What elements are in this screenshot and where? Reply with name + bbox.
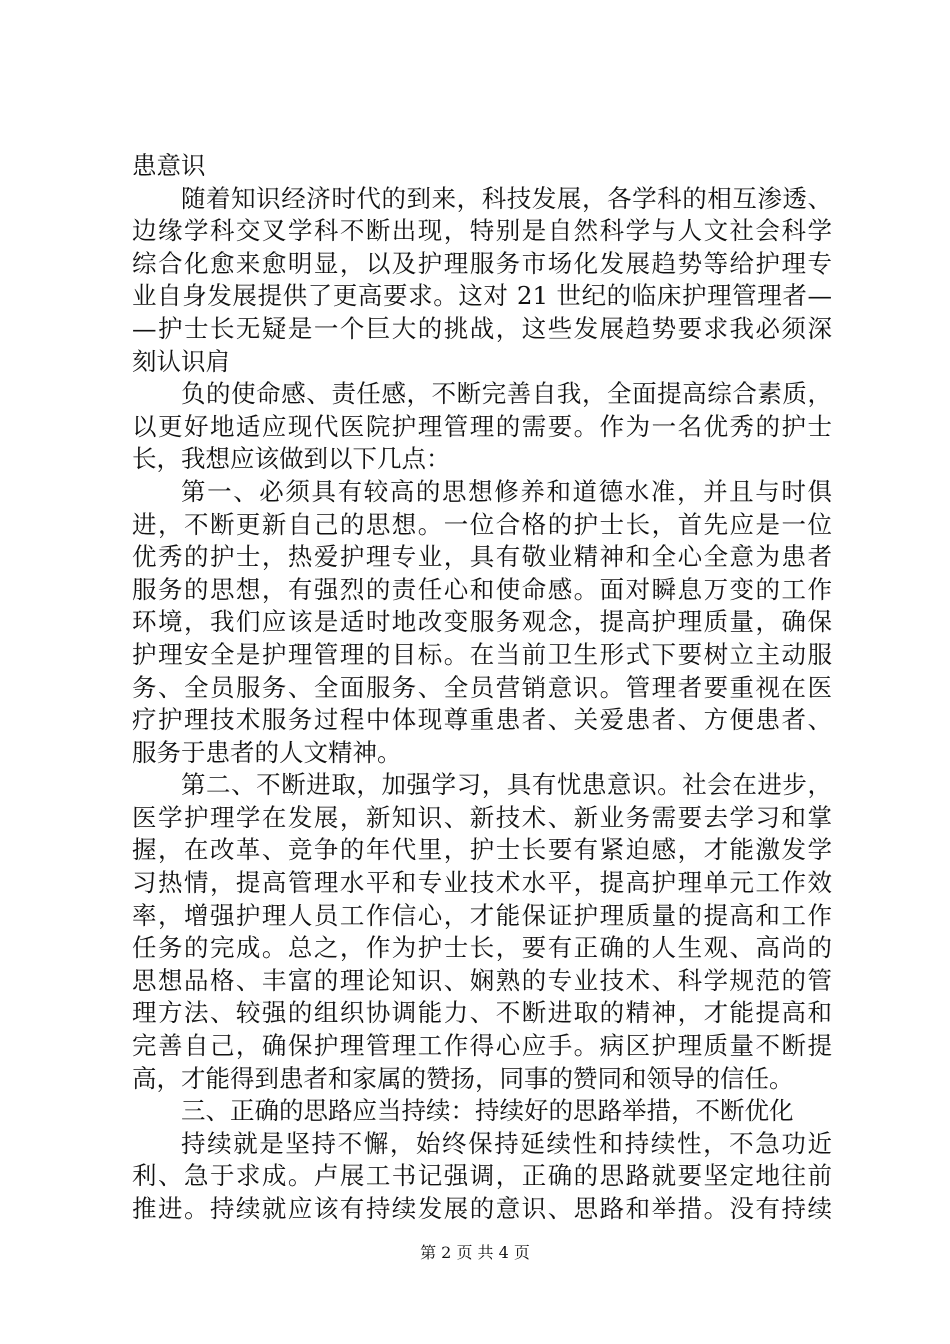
text-line: 理方法、较强的组织协调能力、不断进取的精神，才能提高和 xyxy=(132,998,832,1028)
text-line: 思想品格、丰富的理论知识、娴熟的专业技术、科学规范的管 xyxy=(132,965,832,995)
text-line: —护士长无疑是一个巨大的挑战，这些发展趋势要求我必须深 xyxy=(132,313,832,343)
text-line: 握，在改革、竞争的年代里，护士长要有紧迫感，才能激发学 xyxy=(132,835,832,865)
text-line: 护理安全是护理管理的目标。在当前卫生形式下要树立主动服 xyxy=(132,639,832,669)
text-line: 随着知识经济时代的到来，科技发展，各学科的相互渗透、 xyxy=(181,183,832,213)
text-line: 任务的完成。总之，作为护士长，要有正确的人生观、高尚的 xyxy=(132,933,832,963)
text-line: 以更好地适应现代医院护理管理的需要。作为一名优秀的护士 xyxy=(132,411,832,441)
text-line: 患意识 xyxy=(132,151,206,180)
text-line: 环境，我们应该是适时地改变服务观念，提高护理质量，确保 xyxy=(132,607,832,637)
text-line: 务、全员服务、全面服务、全员营销意识。管理者要重视在医 xyxy=(132,672,832,702)
page-footer: 第 2 页 共 4 页 xyxy=(420,1243,530,1262)
text-line: 高，才能得到患者和家属的赞扬，同事的赞同和领导的信任。 xyxy=(132,1063,794,1093)
text-line: 服务的思想，有强烈的责任心和使命感。面对瞬息万变的工作 xyxy=(132,574,832,604)
text-line: 利、急于求成。卢展工书记强调，正确的思路就要坚定地往前 xyxy=(132,1161,832,1191)
text-line: 负的使命感、责任感，不断完善自我，全面提高综合素质， xyxy=(181,379,832,409)
text-line: 进，不断更新自己的思想。一位合格的护士长，首先应是一位 xyxy=(132,509,832,539)
text-line: 率，增强护理人员工作信心，才能保证护理质量的提高和工作 xyxy=(132,900,832,930)
text-line: 第二、不断进取，加强学习，具有忧患意识。社会在进步， xyxy=(181,770,832,800)
text-line: 刻认识肩 xyxy=(132,346,230,376)
text-line: 习热情，提高管理水平和专业技术水平，提高护理单元工作效 xyxy=(132,868,832,898)
text-line: 疗护理技术服务过程中体现尊重患者、关爱患者、方便患者、 xyxy=(132,705,832,735)
text-line: 推进。持续就应该有持续发展的意识、思路和举措。没有持续 xyxy=(132,1194,832,1223)
text-line: 三、正确的思路应当持续：持续好的思路举措，不断优化 xyxy=(181,1096,794,1126)
text-line: 综合化愈来愈明显，以及护理服务市场化发展趋势等给护理专 xyxy=(132,248,832,278)
text-line: 持续就是坚持不懈，始终保持延续性和持续性，不急功近 xyxy=(181,1128,832,1158)
text-line: 完善自己，确保护理管理工作得心应手。病区护理质量不断提 xyxy=(132,1031,832,1061)
text-line: 业自身发展提供了更高要求。这对 21 世纪的临床护理管理者— xyxy=(132,281,832,311)
document-body xyxy=(132,150,832,1226)
text-line: 优秀的护士，热爱护理专业，具有敬业精神和全心全意为患者 xyxy=(132,542,832,572)
text-line: 医学护理学在发展，新知识、新技术、新业务需要去学习和掌 xyxy=(132,802,832,832)
text-line: 第一、必须具有较高的思想修养和道德水准，并且与时俱 xyxy=(181,476,832,506)
text-line: 边缘学科交叉学科不断出现，特别是自然科学与人文社会科学 xyxy=(132,216,832,246)
text-line: 长，我想应该做到以下几点： xyxy=(132,444,451,474)
text-line: 服务于患者的人文精神。 xyxy=(132,737,402,767)
